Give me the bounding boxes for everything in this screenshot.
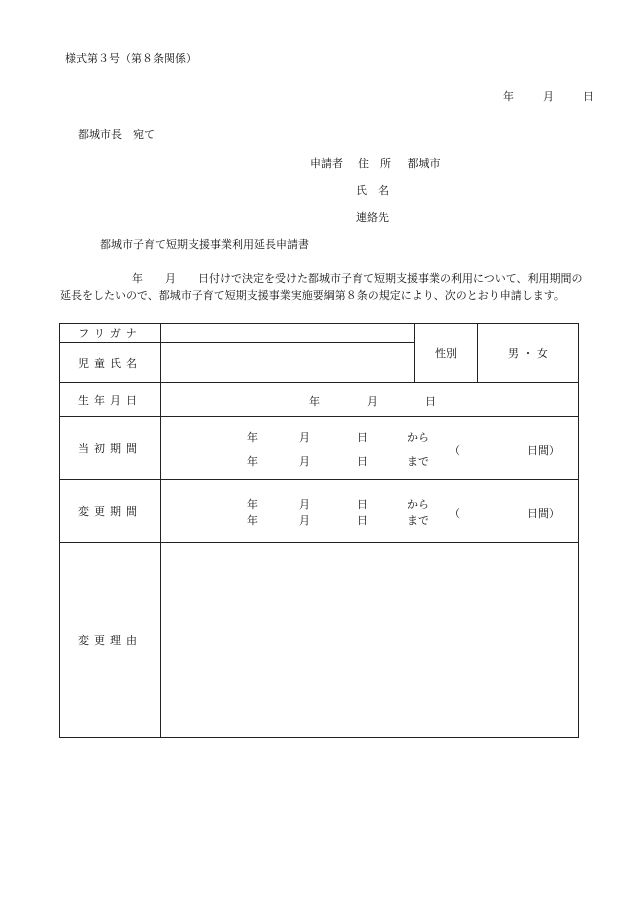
- changed-days-close: 日間）: [527, 507, 560, 520]
- birth-month: 月: [367, 394, 378, 408]
- initial-period-label: 当初期間: [60, 417, 161, 480]
- form-number: 様式第３号（第８条関係）: [65, 52, 197, 65]
- body-paragraph: 日付けで決定を受けた都城市子育て短期支援事業の利用について、利用期間の延長をしたいので、都城市子育て短期支援事業実施要綱第８条の規定により、次のとおり申請します。: [60, 272, 583, 302]
- applicant-address-row: [310, 155, 441, 171]
- gender-options[interactable]: 男 ・ 女: [478, 324, 579, 383]
- birth-day: 日: [425, 394, 436, 408]
- furigana-label: フリガナ: [60, 324, 161, 343]
- initial-to-month: 月: [299, 455, 310, 468]
- initial-to-day: 日: [357, 455, 368, 468]
- name-label: 氏 名: [356, 184, 389, 197]
- birth-date-input[interactable]: [161, 383, 579, 417]
- date-year: 年: [503, 90, 514, 103]
- application-table: [59, 323, 579, 738]
- changed-from-month: 月: [299, 498, 310, 511]
- initial-from-month: 月: [299, 431, 310, 444]
- changed-from-year: 年: [247, 498, 258, 511]
- initial-days-close: 日間）: [527, 444, 560, 457]
- initial-from-year: 年: [247, 431, 258, 444]
- document-title: 都城市子育て短期支援事業利用延長申請書: [100, 238, 309, 251]
- submission-date: [503, 88, 594, 104]
- changed-period-label: 変更期間: [60, 480, 161, 543]
- addressee: 都城市長 宛て: [78, 128, 155, 141]
- initial-from-day: 日: [357, 431, 368, 444]
- changed-from-day: 日: [357, 498, 368, 511]
- changed-from-label: から: [407, 498, 429, 511]
- reason-input[interactable]: [161, 543, 579, 738]
- changed-to-month: 月: [299, 514, 310, 527]
- initial-from-label: から: [407, 431, 429, 444]
- initial-days-open: （: [449, 444, 460, 457]
- applicant-name-row[interactable]: [356, 182, 389, 198]
- changed-period-input[interactable]: [161, 480, 579, 543]
- changed-to-year: 年: [247, 514, 258, 527]
- address-label: 住 所: [358, 157, 391, 170]
- initial-period-input[interactable]: [161, 417, 579, 480]
- applicant-role-label: 申請者: [310, 157, 343, 170]
- body-year: 年: [132, 272, 143, 285]
- initial-to-year: 年: [247, 455, 258, 468]
- changed-days: [449, 505, 560, 521]
- changed-to-label: まで: [407, 514, 429, 527]
- initial-days: [449, 442, 560, 458]
- furigana-input[interactable]: [161, 324, 415, 343]
- contact-label: 連絡先: [356, 211, 389, 224]
- child-name-label: 児童氏名: [60, 343, 161, 383]
- address-value[interactable]: 都城市: [407, 157, 441, 170]
- body-text: [60, 270, 585, 304]
- changed-days-open: （: [449, 507, 460, 520]
- gender-label: 性別: [415, 324, 478, 383]
- reason-label: 変更理由: [60, 543, 161, 738]
- changed-to-day: 日: [357, 514, 368, 527]
- child-name-input[interactable]: [161, 343, 415, 383]
- date-day: 日: [583, 90, 594, 103]
- birth-year: 年: [309, 394, 320, 408]
- initial-to-label: まで: [407, 455, 429, 468]
- applicant-contact-row[interactable]: [356, 209, 389, 225]
- body-month: 月: [165, 272, 176, 285]
- birth-label: 生年月日: [60, 383, 161, 417]
- date-month: 月: [543, 90, 554, 103]
